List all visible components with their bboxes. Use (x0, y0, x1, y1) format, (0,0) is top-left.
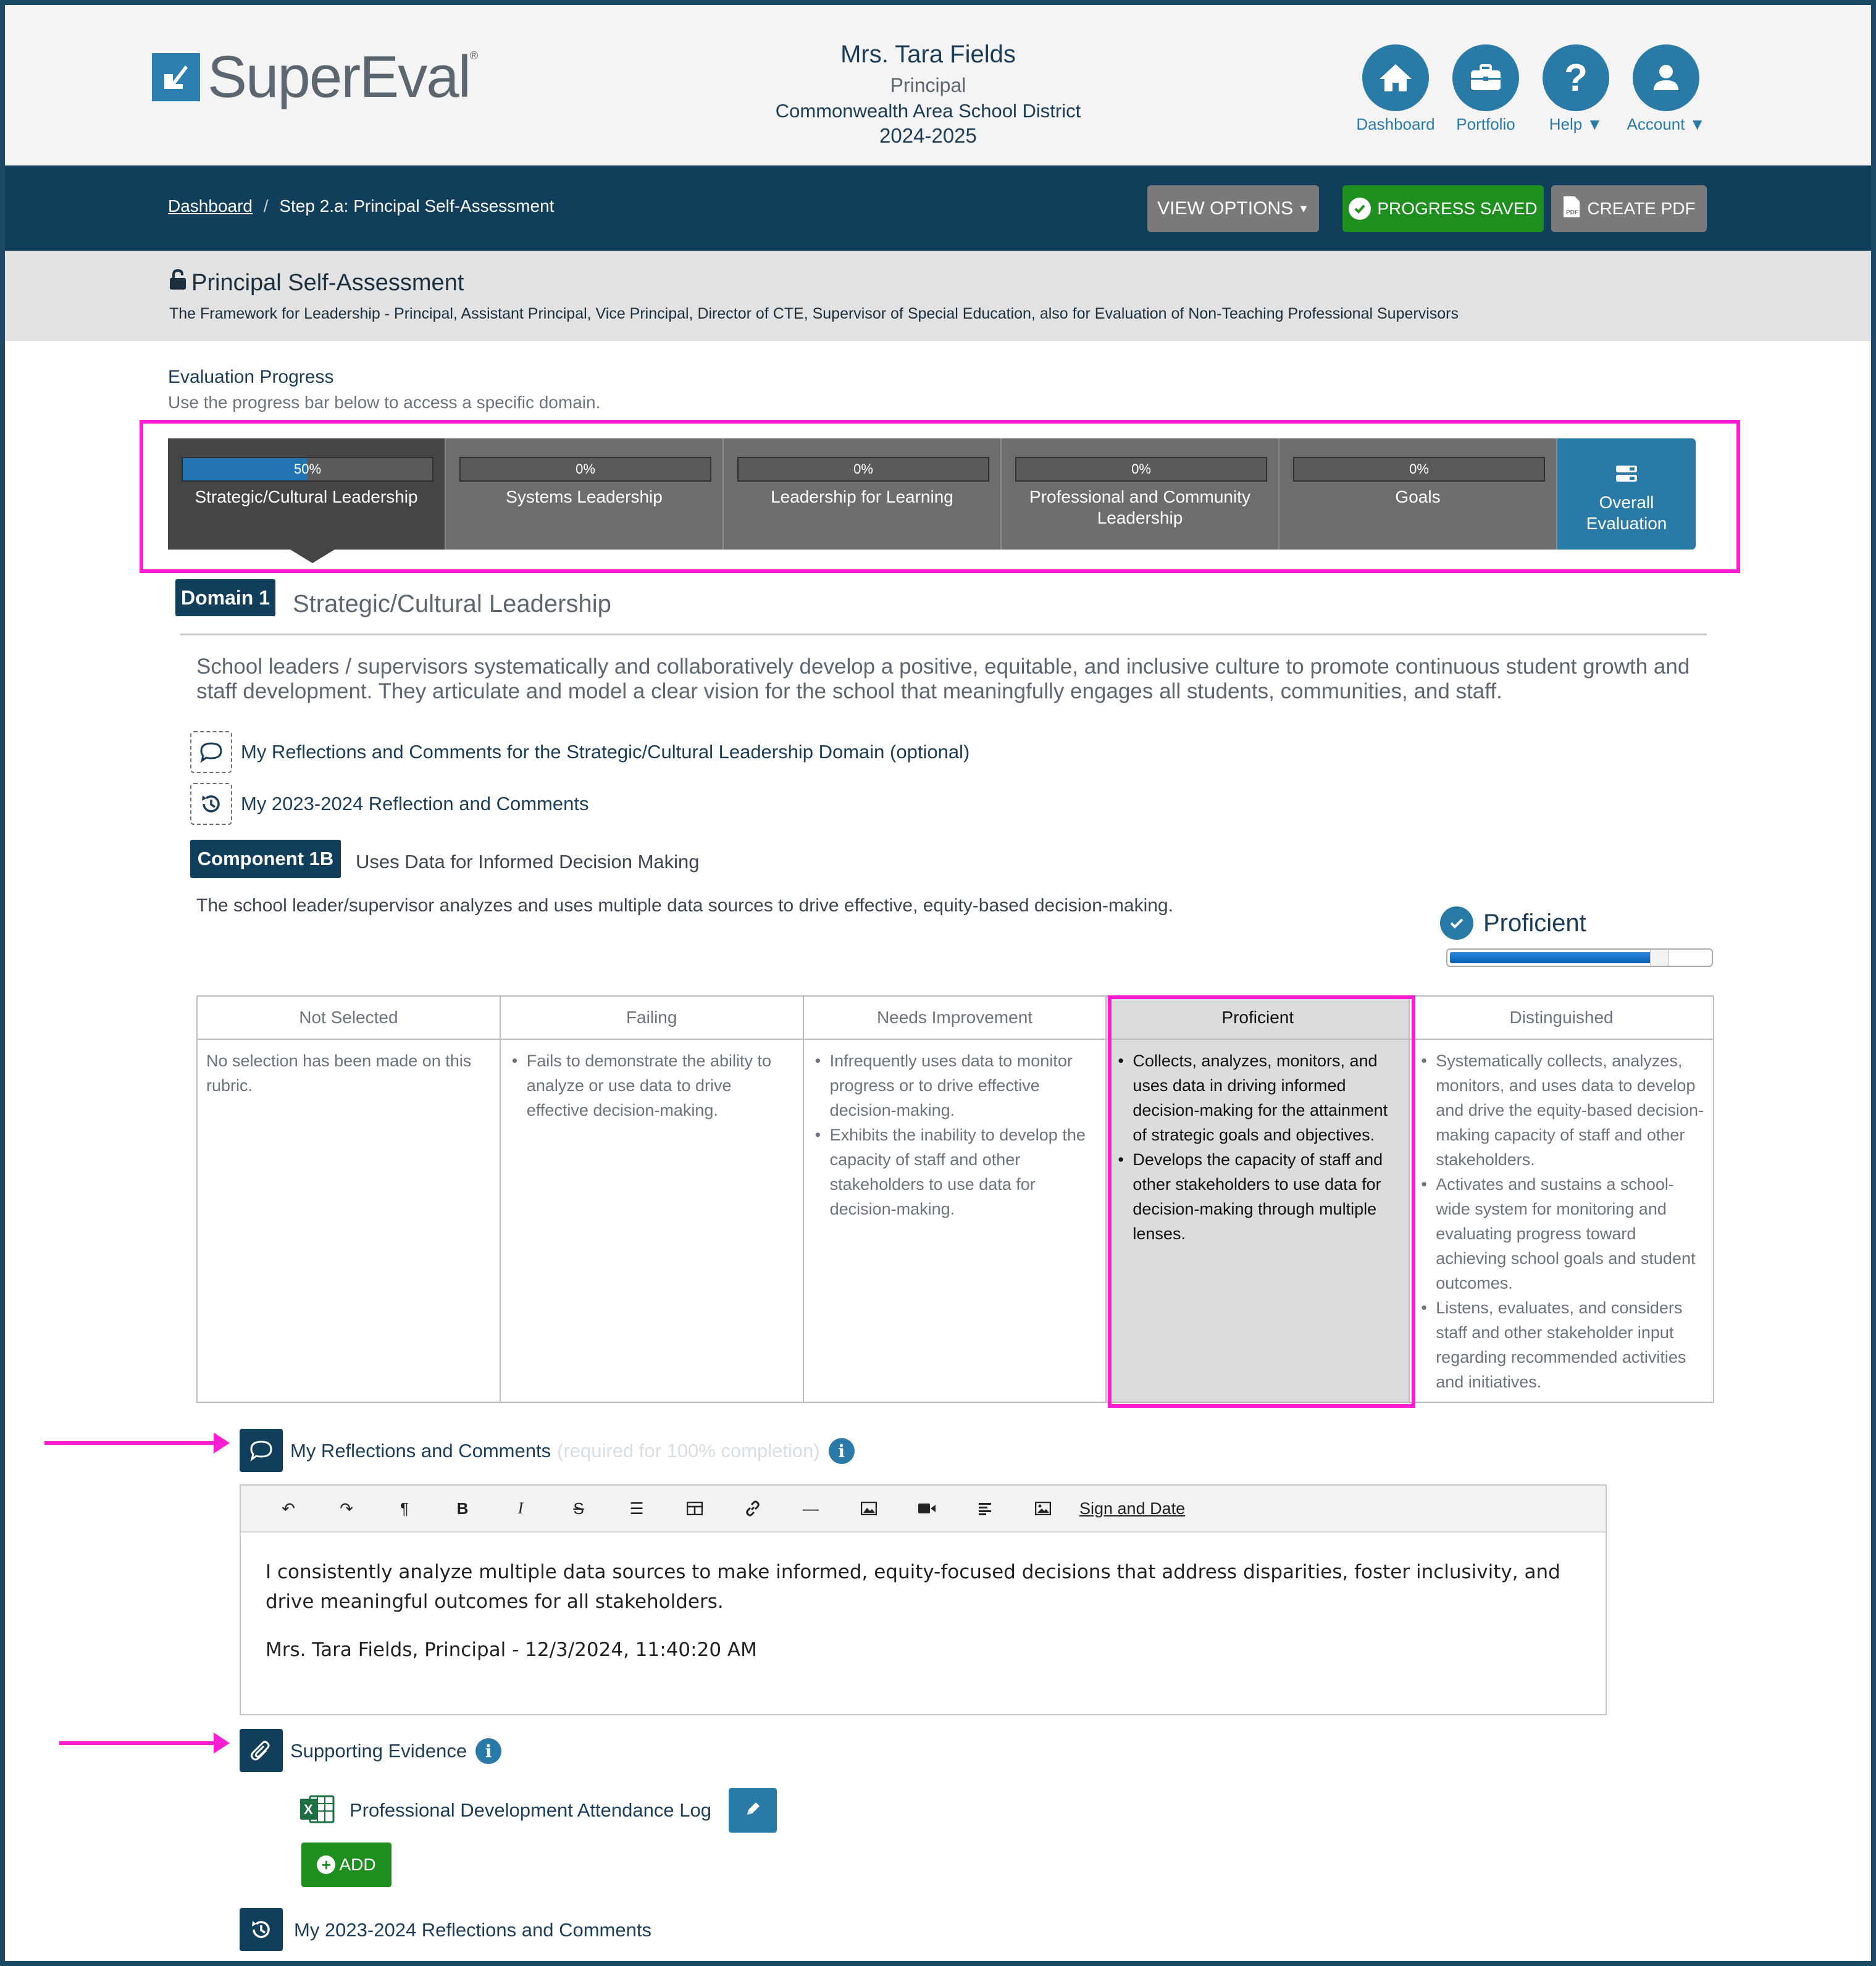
breadcrumb-current: Step 2.a: Principal Self-Assessment (279, 196, 555, 215)
rubric-item: • Collects, analyzes, monitors, and uses data in driving informed decision-making for the attainment of strategic goals and objectives. (1115, 1048, 1400, 1147)
video-icon[interactable] (898, 1485, 956, 1532)
progress-percent: 0% (576, 461, 595, 477)
strikethrough-icon[interactable]: S (573, 1499, 584, 1518)
evidence-title: Supporting Evidence (290, 1740, 467, 1762)
rating-slider-handle[interactable] (1650, 950, 1669, 966)
logo-mark-icon (152, 53, 200, 101)
comment-icon (190, 731, 232, 773)
pencil-icon (743, 1800, 762, 1822)
progress-highlight-box (140, 420, 1740, 573)
evidence-item (299, 1788, 777, 1833)
nav-portfolio-label: Portfolio (1456, 115, 1515, 133)
progress-percent: 0% (1131, 461, 1151, 477)
briefcase-icon (1452, 44, 1519, 111)
view-options-button[interactable]: VIEW OPTIONS ▼ (1147, 185, 1319, 232)
progress-percent: 0% (1409, 461, 1429, 477)
history-icon (190, 783, 232, 825)
rubric-table (196, 995, 1714, 1403)
evidence-file-name[interactable]: Professional Development Attendance Log (350, 1799, 711, 1821)
domain-tab-label: Leadership for Learning (771, 487, 953, 506)
annotation-arrow (59, 1741, 217, 1745)
app-frame (5, 5, 1871, 1961)
user-district: Commonwealth Area School District (775, 100, 1081, 122)
user-icon (1633, 44, 1699, 111)
domain-tab-label: Systems Leadership (506, 487, 663, 506)
breadcrumb-separator: / (263, 196, 269, 215)
domain-tag: Domain 1 (175, 579, 275, 616)
rubric-item: • Listens, evaluates, and considers staff and other stakeholder input regarding recommended activities and initiatives. (1418, 1295, 1704, 1394)
prior-reflections-link[interactable]: My 2023-2024 Reflections and Comments (294, 1919, 651, 1941)
caret-down-icon: ▼ (1689, 115, 1706, 133)
domain-tab-label: Strategic/Cultural Leadership (195, 487, 418, 506)
breadcrumb (168, 196, 554, 216)
comments-title: My Reflections and Comments (290, 1440, 551, 1462)
edit-evidence-button[interactable] (729, 1788, 777, 1833)
domain-tab-label: Professional and Community Leadership (1029, 487, 1250, 527)
page-subtitle: The Framework for Leadership - Principal, Assistant Principal, Vice Principal, Director of CTE, Supervisor of Special Education, also for Evaluation of Non-Teaching Professional Supervisors (169, 305, 1459, 322)
user-info (678, 37, 1178, 148)
rubric-item: • Systematically collects, analyzes, monitors, and uses data to develop and drive the equity-based decision-making capacity of staff and other stakeholders. (1418, 1048, 1704, 1172)
rubric-item: • Develops the capacity of staff and other stakeholders to use data for decision-making through multiple lenses. (1115, 1147, 1400, 1246)
rubric-text: No selection has been made on this rubric. (206, 1052, 472, 1095)
bold-icon[interactable]: B (456, 1499, 469, 1518)
undo-icon[interactable]: ↶ (282, 1499, 295, 1518)
paperclip-icon (240, 1729, 283, 1772)
rating-label: Proficient (1483, 909, 1586, 937)
comment-text: I consistently analyze multiple data sources to make informed, equity-focused decisions that address disparities, foster inclusivity, and drive meaningful outcomes for all stakeholders. (266, 1561, 1560, 1613)
caret-down-icon: ▼ (1586, 115, 1603, 133)
rubric-header: Proficient (1107, 997, 1409, 1040)
evidence-heading (290, 1734, 501, 1768)
add-evidence-button[interactable]: + ADD (301, 1843, 392, 1887)
svg-text:X: X (304, 1801, 313, 1817)
user-role: Principal (890, 74, 966, 96)
component-description: The school leader/supervisor analyzes and uses multiple data sources to drive effective, equity-based decision-making. (196, 895, 1173, 916)
excel-file-icon (299, 1794, 335, 1828)
logo[interactable] (152, 43, 478, 111)
nav-help-label: Help ▼ (1549, 115, 1603, 133)
overall-evaluation-label: Overall Evaluation (1586, 493, 1667, 533)
lock-icon (169, 269, 186, 296)
rating-indicator (1440, 906, 1718, 967)
info-icon[interactable]: i (829, 1438, 855, 1464)
editor-content[interactable] (241, 1533, 1606, 1708)
italic-icon[interactable]: I (517, 1499, 524, 1517)
annotation-arrow (44, 1441, 217, 1445)
history-icon (240, 1908, 283, 1951)
create-pdf-button[interactable]: PDF CREATE PDF (1551, 185, 1707, 232)
rating-fill (1450, 952, 1652, 963)
progress-heading: Evaluation Progress (168, 367, 334, 387)
rubric-item: • Fails to demonstrate the ability to analyze or use data to drive effective decision-making. (509, 1048, 794, 1123)
svg-text:PDF: PDF (1566, 209, 1579, 216)
plus-circle-icon: + (317, 1855, 335, 1874)
progress-note: Use the progress bar below to access a specific domain. (168, 393, 601, 412)
nav-account[interactable] (1610, 44, 1722, 134)
rating-slider[interactable] (1446, 948, 1713, 967)
rubric-header: Not Selected (198, 997, 500, 1040)
comments-requirement-note: (required for 100% completion) (557, 1440, 820, 1462)
component-title: Uses Data for Informed Decision Making (356, 851, 700, 872)
divider (180, 634, 1707, 635)
rubric-column-failing[interactable] (501, 997, 804, 1402)
component-tag: Component 1B (190, 840, 341, 878)
rubric-header: Needs Improvement (804, 997, 1106, 1040)
action-bar (5, 165, 1871, 251)
domain-description: School leaders / supervisors systematically and collaboratively develop a positive, equitable, and inclusive culture to promote continuous student growth and staff development. They articulate and model a clear vision for the school that meaningfully engages all students, communities, and staff. (196, 655, 1690, 703)
sign-and-date-link[interactable]: Sign and Date (1079, 1499, 1186, 1518)
rubric-column-not-selected[interactable] (198, 997, 501, 1402)
rubric-column-needs-improvement[interactable] (804, 997, 1107, 1402)
domain-title: Strategic/Cultural Leadership (293, 590, 611, 617)
caret-down-icon: ▼ (1298, 202, 1309, 215)
rubric-header: Failing (501, 997, 803, 1040)
rubric-column-distinguished[interactable] (1410, 997, 1713, 1402)
rubric-item: • Exhibits the inability to develop the capacity of staff and other stakeholders to use data for decision-making. (813, 1123, 1097, 1221)
comment-icon (240, 1429, 283, 1472)
paragraph-icon[interactable]: ¶ (400, 1499, 409, 1518)
page-title: Principal Self-Assessment (169, 269, 464, 296)
progress-saved-button[interactable]: PROGRESS SAVED (1342, 185, 1544, 232)
assessment-header (5, 251, 1871, 341)
selected-rubric-highlight (1108, 995, 1415, 1408)
link-icon[interactable] (724, 1485, 782, 1532)
insert-image-icon[interactable] (1014, 1485, 1072, 1532)
nav-dashboard-label: Dashboard (1356, 115, 1435, 133)
redo-icon[interactable]: ↷ (340, 1499, 353, 1518)
registered-mark: ® (469, 49, 479, 62)
rubric-header: Distinguished (1410, 997, 1713, 1040)
check-circle-icon (1349, 198, 1371, 220)
logo-text: SuperEval (207, 44, 470, 110)
comments-heading (290, 1434, 855, 1468)
domain-reflections-link[interactable]: My Reflections and Comments for the Strategic/Cultural Leadership Domain (optional) (190, 731, 969, 773)
school-year: 2024-2025 (879, 124, 977, 147)
align-icon[interactable] (956, 1485, 1014, 1532)
image-icon[interactable] (840, 1485, 898, 1532)
domain-tab-label: Goals (1395, 487, 1441, 506)
prior-reflection-link[interactable]: My 2023-2024 Reflection and Comments (190, 783, 588, 825)
breadcrumb-dashboard-link[interactable]: Dashboard (168, 196, 253, 215)
editor-toolbar (241, 1486, 1606, 1533)
user-name: Mrs. Tara Fields (840, 41, 1016, 68)
info-icon[interactable]: i (475, 1738, 501, 1764)
top-header (5, 5, 1871, 165)
rubric-item: • Infrequently uses data to monitor progress or to drive effective decision-making. (813, 1048, 1097, 1123)
progress-percent: 0% (853, 461, 873, 477)
table-icon[interactable] (666, 1485, 724, 1532)
nav-account-label: Account ▼ (1627, 115, 1706, 133)
pdf-file-icon (1562, 195, 1581, 223)
question-icon: ? (1543, 44, 1609, 111)
rubric-item: • Activates and sustains a school-wide system for monitoring and evaluating progress toward achieving school goals and student outcomes. (1418, 1172, 1704, 1295)
horizontal-rule-icon[interactable]: — (803, 1499, 819, 1518)
comments-editor[interactable] (240, 1484, 1607, 1715)
home-icon (1362, 44, 1429, 111)
check-circle-icon (1440, 906, 1473, 940)
progress-percent: 50% (293, 461, 322, 477)
bulleted-list-icon[interactable]: ☰ (629, 1499, 644, 1518)
comment-signature: Mrs. Tara Fields, Principal - 12/3/2024, 11:40:20 AM (266, 1639, 757, 1661)
